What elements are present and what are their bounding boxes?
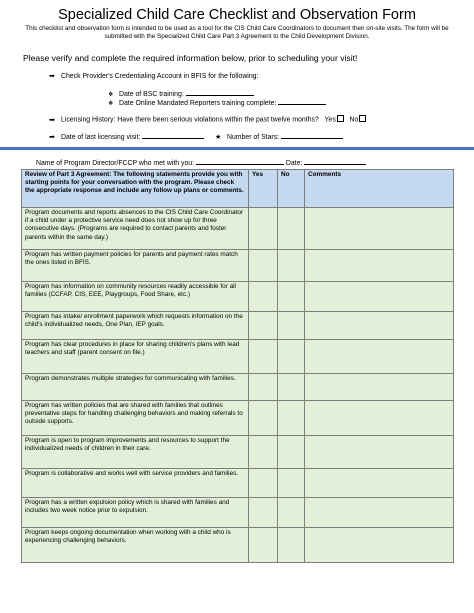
licensing-label: Licensing History: Have there been serious violations within the past twelve months? [61, 116, 319, 124]
no-cell[interactable] [278, 374, 305, 401]
arrow-bullet-icon: ➡ [49, 134, 55, 141]
table-row [22, 208, 454, 250]
comments-cell[interactable] [305, 498, 454, 528]
table-row [22, 401, 454, 436]
table-row [22, 528, 454, 563]
statement-cell: Program keeps ongoing documentation when working with a child who is experiencing challenging behaviors. [22, 528, 249, 563]
comments-cell[interactable] [305, 250, 454, 282]
yes-cell[interactable] [249, 469, 278, 498]
statement-cell: Program has information on community resources readily accessible for all families (CCFAP, CIS, EEE, Playgroups, Food Share, etc.) [22, 282, 249, 312]
no-cell[interactable] [278, 498, 305, 528]
comments-cell[interactable] [305, 436, 454, 469]
diamond-bullet-icon: ❖ [108, 101, 114, 107]
table-row [22, 469, 454, 498]
comments-cell[interactable] [305, 528, 454, 563]
comments-header: Comments [305, 170, 454, 208]
yes-cell[interactable] [249, 250, 278, 282]
no-cell[interactable] [278, 401, 305, 436]
director-date-field[interactable] [304, 158, 366, 165]
table-row [22, 250, 454, 282]
verify-instruction: Please verify and complete the required information below, prior to scheduling your visit! [23, 53, 358, 63]
table-row [22, 340, 454, 374]
section-divider [0, 147, 474, 150]
yes-cell[interactable] [249, 436, 278, 469]
stars-field[interactable] [281, 132, 343, 139]
statement-cell: Program has clear procedures in place for sharing children's plans with lead teachers and staff (parent consent on file.) [22, 340, 249, 374]
review-header: Review of Part 3 Agreement: The following statements provide you with starting points for your conversation with the program. Please check the appropriate response and include any follow up plans or comments. [22, 170, 249, 208]
table-row [22, 282, 454, 312]
director-name-field[interactable] [196, 158, 284, 165]
diamond-bullet-icon: ❖ [108, 92, 114, 98]
comments-cell[interactable] [305, 374, 454, 401]
yes-cell[interactable] [249, 498, 278, 528]
no-cell[interactable] [278, 528, 305, 563]
arrow-bullet-icon: ➡ [49, 73, 55, 80]
no-cell[interactable] [278, 436, 305, 469]
yes-cell[interactable] [249, 374, 278, 401]
comments-cell[interactable] [305, 469, 454, 498]
comments-cell[interactable] [305, 282, 454, 312]
table-row [22, 312, 454, 340]
yes-cell[interactable] [249, 401, 278, 436]
agreement-review-table [21, 169, 454, 563]
yes-label: Yes [324, 116, 336, 124]
mandated-date-field[interactable] [278, 98, 326, 105]
no-cell[interactable] [278, 340, 305, 374]
no-cell[interactable] [278, 250, 305, 282]
last-visit-label: Date of last licensing visit: [61, 134, 141, 141]
statement-cell: Program documents and reports absences to the CIS Child Care Coordinator if a child under a protective service need does not show up for three consecutive days. (Programs are required to contact parents and foster parents within the same day.) [22, 208, 249, 250]
comments-cell[interactable] [305, 312, 454, 340]
check-bfis-label: Check Provider's Credentialing Account in BFIS for the following: [61, 73, 259, 80]
no-cell[interactable] [278, 208, 305, 250]
comments-cell[interactable] [305, 340, 454, 374]
check-bfis-line [49, 72, 258, 81]
comments-cell[interactable] [305, 208, 454, 250]
statement-cell: Program has intake/ enrollment paperwork which requests information on the child's individualized needs, One Plan, IEP goals. [22, 312, 249, 340]
yes-checkbox[interactable] [337, 115, 344, 122]
statement-cell: Program has written policies that are shared with families that outlines preventative steps for handling challenging behaviors and making referrals to outside supports. [22, 401, 249, 436]
no-checkbox[interactable] [359, 115, 366, 122]
mandated-line [108, 98, 326, 109]
comments-cell[interactable] [305, 401, 454, 436]
no-header: No [278, 170, 305, 208]
intro-text: This checklist and observation form is intended to be used as a tool for the CIS Child Care Coordinators to document their on-site visits. The form will be submitted with the Specialized Child Care Part 3 Agreement to the Child Development Division. [25, 25, 449, 41]
form-title: Specialized Child Care Checklist and Observation Form [58, 7, 416, 23]
last-visit-field[interactable] [142, 132, 204, 139]
last-visit-line [49, 132, 204, 142]
yes-cell[interactable] [249, 340, 278, 374]
date-label: Date: [285, 160, 303, 167]
table-row [22, 436, 454, 469]
arrow-bullet-icon: ➡ [49, 116, 55, 124]
table-row [22, 374, 454, 401]
statement-cell: Program is open to program improvements and resources to support the individualized needs of children in their care. [22, 436, 249, 469]
yes-cell[interactable] [249, 312, 278, 340]
table-row [22, 498, 454, 528]
stars-label: Number of Stars: [227, 134, 280, 141]
director-label: Name of Program Director/FCCP who met with you: [36, 160, 195, 167]
no-cell[interactable] [278, 469, 305, 498]
yes-cell[interactable] [249, 208, 278, 250]
mandated-label: Date Online Mandated Reporters training complete: [119, 100, 277, 107]
star-icon: ★ [215, 134, 222, 141]
statement-cell: Program is collaborative and works well with service providers and families. [22, 469, 249, 498]
yes-header: Yes [249, 170, 278, 208]
stars-line [215, 132, 343, 142]
yes-cell[interactable] [249, 528, 278, 563]
table-header-row [22, 170, 454, 208]
no-cell[interactable] [278, 282, 305, 312]
yes-cell[interactable] [249, 282, 278, 312]
licensing-line [49, 115, 366, 125]
no-label: No [349, 116, 359, 124]
no-cell[interactable] [278, 312, 305, 340]
director-line [36, 158, 366, 168]
statement-cell: Program demonstrates multiple strategies for communicating with families. [22, 374, 249, 401]
bsc-date-field[interactable] [186, 89, 254, 96]
bsc-label: Date of BSC training: [119, 91, 184, 98]
statement-cell: Program has a written expulsion policy which is shared with families and includes two week notice prior to expulsion. [22, 498, 249, 528]
statement-cell: Program has written payment policies for parents and payment rates match the ones listed in BFIS. [22, 250, 249, 282]
